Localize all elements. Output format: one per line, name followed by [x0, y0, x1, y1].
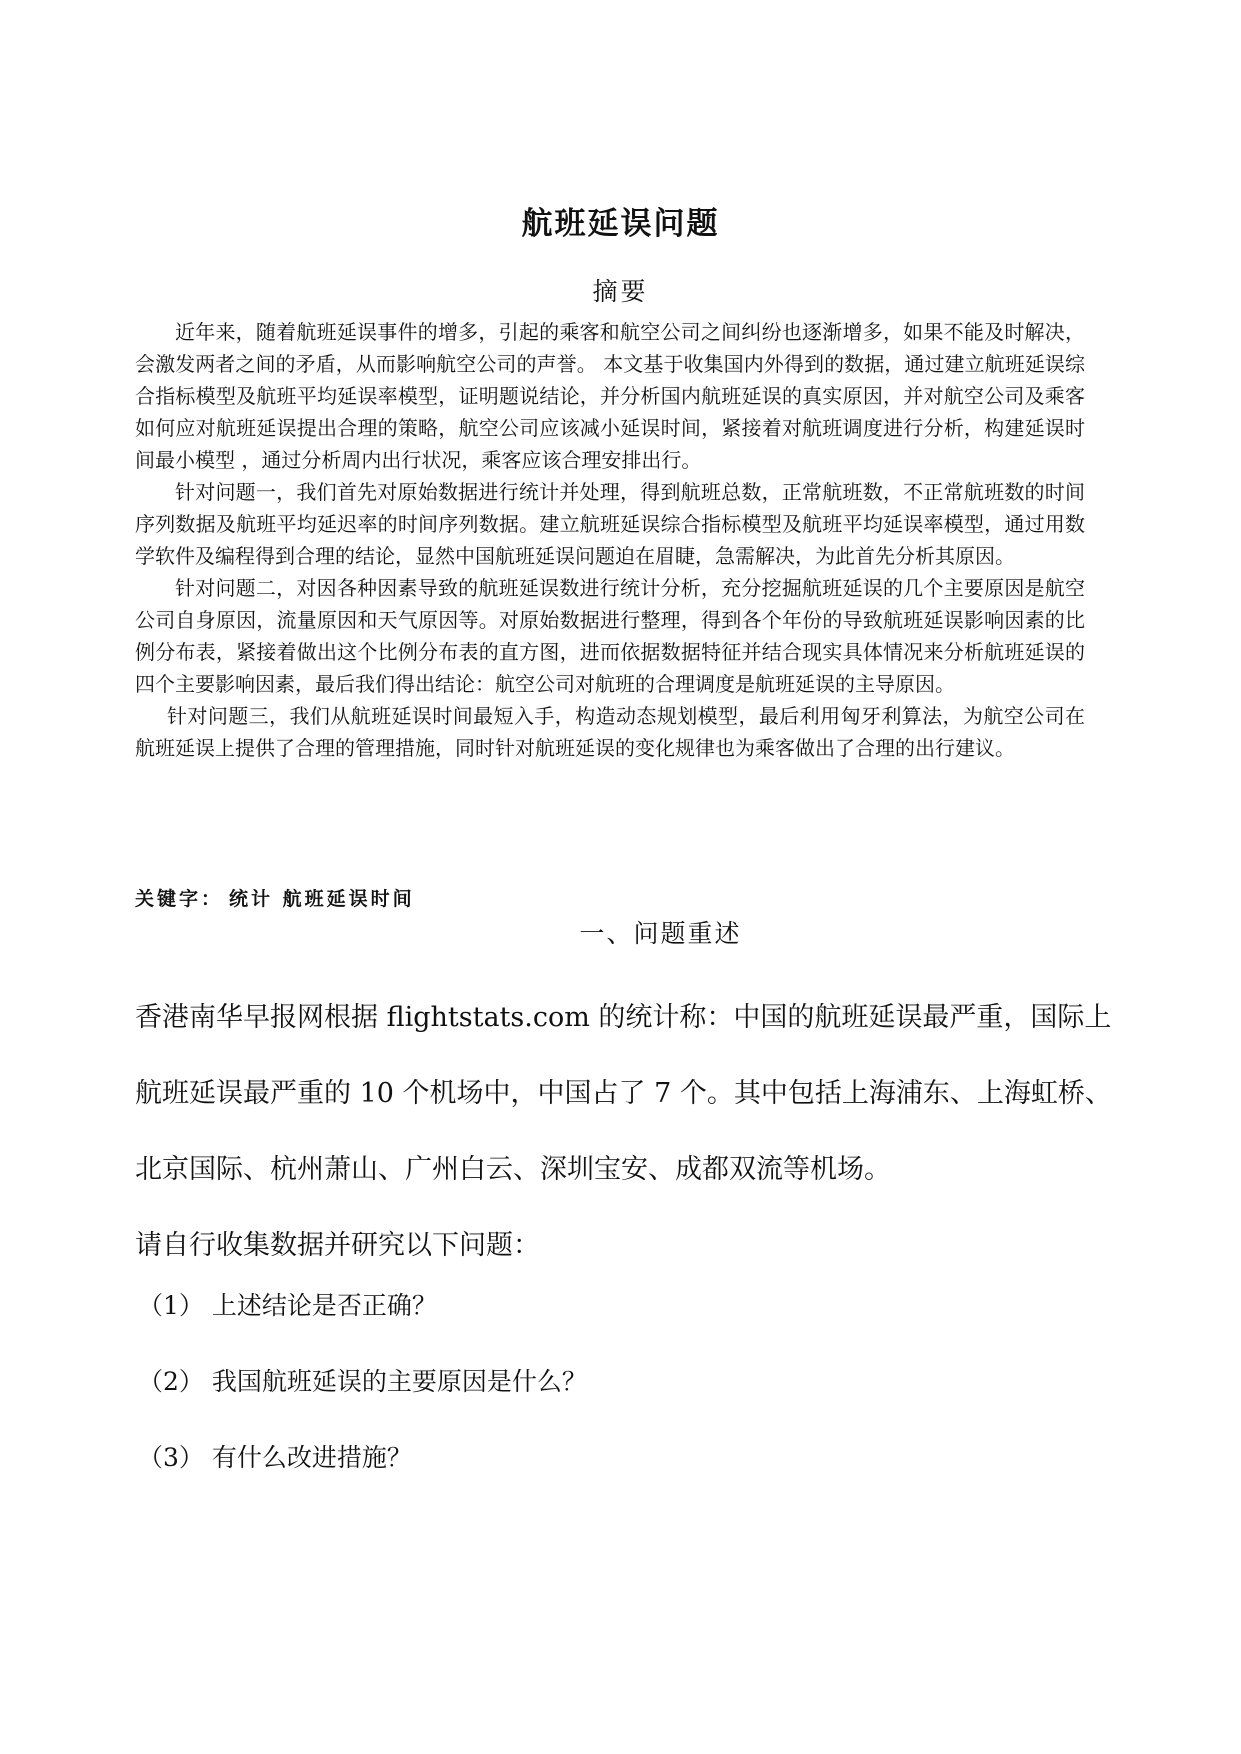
keywords-value: 统计 航班延误时间: [229, 888, 415, 910]
question-list: [138, 1268, 587, 1496]
keywords-label: 关键字：: [135, 888, 224, 910]
keywords-line: [135, 884, 415, 911]
abstract-body: [135, 316, 1085, 764]
abstract-paragraph: 针对问题三，我们从航班延误时间最短入手，构造动态规划模型，最后利用匈牙利算法，为航空公司在航班延误上提供了合理的管理措施，同时针对航班延误的变化规律也为乘客做出了合理的出行建议。: [135, 704, 1085, 760]
abstract-paragraph: 近年来，随着航班延误事件的增多，引起的乘客和航空公司之间纠纷也逐渐增多，如果不能及时解决，会激发两者之间的矛盾，从而影响航空公司的声誉。 本文基于收集国内外得到的数据，通过建立航班延误综合指标模型及航班平均延误率模型，证明题说结论，并分析国内航班延误的真实原因，并对航空公司及乘客如何应对航班延误提出合理的策略，航空公司应该减小延误时间，紧接着对航班调度进行分析，构建延误时间最小模型 ，通过分析周内出行状况，乘客应该合理安排出行。: [135, 320, 1085, 472]
problem-restatement: [135, 980, 1120, 1284]
restatement-paragraph: 请自行收集数据并研究以下问题：: [135, 1230, 540, 1261]
paper-title: 航班延误问题: [521, 206, 720, 242]
abstract-paragraph: 针对问题二，对因各种因素导致的航班延误数进行统计分析，充分挖掘航班延误的几个主要原因是航空公司自身原因，流量原因和天气原因等。对原始数据进行整理，得到各个年份的导致航班延误影响因素的比例分布表，紧接着做出这个比例分布表的直方图，进而依据数据特征并结合现实具体情况来分析航班延误的四个主要影响因素，最后我们得出结论：航空公司对航班的合理调度是航班延误的主导原因。: [135, 576, 1085, 696]
restatement-paragraph: 香港南华早报网根据 flightstats.com 的统计称：中国的航班延误最严重，国际上航班延误最严重的 10 个机场中，中国占了 7 个。其中包括上海浦东、上海虹桥、北京国际、杭州萧山、广州白云、深圳宝安、成都双流等机场。: [135, 1002, 1112, 1185]
abstract-paragraph: 针对问题一，我们首先对原始数据进行统计并处理，得到航班总数，正常航班数，不正常航班数的时间序列数据及航班平均延迟率的时间序列数据。建立航班延误综合指标模型及航班平均延误率模型，通过用数学软件及编程得到合理的结论，显然中国航班延误问题迫在眉睫，急需解决，为此首先分析其原因。: [135, 480, 1085, 568]
question-item: （2） 我国航班延误的主要原因是什么？: [138, 1367, 587, 1396]
question-item: （3） 有什么改进措施？: [138, 1443, 412, 1472]
question-item: （1） 上述结论是否正确？: [138, 1291, 437, 1320]
section-heading: 一、问题重述: [579, 919, 742, 948]
abstract-heading: 摘要: [592, 277, 649, 306]
